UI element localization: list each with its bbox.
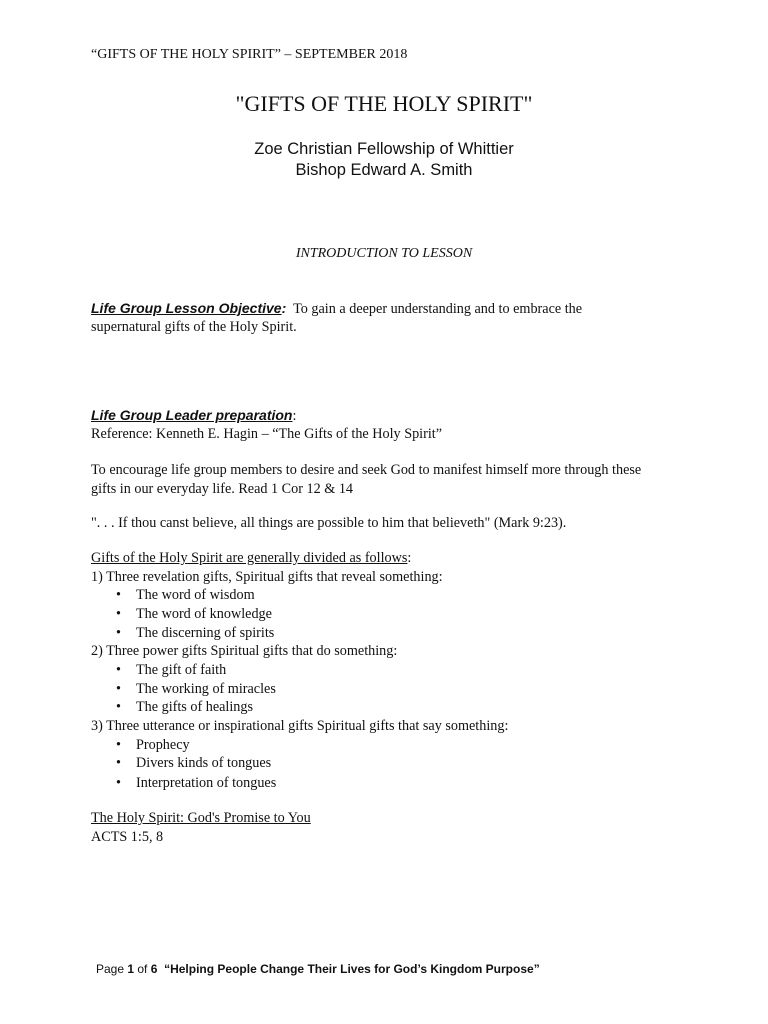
list-item	[116, 680, 276, 698]
list-item	[116, 774, 276, 792]
gifts-heading	[91, 549, 411, 567]
footer-page-total: 6	[150, 962, 158, 976]
list-item-text: The gift of faith	[136, 662, 227, 678]
preparation-colon: :	[292, 408, 297, 424]
gifts-heading-text: Gifts of the Holy Spirit are generally divided as follows	[91, 550, 408, 566]
list-item	[116, 754, 271, 772]
list-item	[116, 736, 190, 754]
list-item-text: Prophecy	[136, 737, 190, 753]
list-item-text: Divers kinds of tongues	[136, 755, 272, 771]
list-item-text: The word of knowledge	[136, 606, 272, 622]
author-name: Bishop Edward A. Smith	[295, 161, 473, 179]
list-item	[116, 698, 253, 716]
section-heading-introduction: INTRODUCTION TO LESSON	[295, 246, 473, 261]
list-item-text: The word of wisdom	[136, 587, 255, 603]
gift-group-title: 2) Three power gifts Spiritual gifts that do something:	[91, 643, 398, 659]
list-item-text: The gifts of healings	[136, 699, 254, 715]
organization-name: Zoe Christian Fellowship of Whittier	[254, 140, 514, 158]
gifts-heading-colon: :	[407, 550, 412, 566]
bullet-icon: •	[116, 775, 121, 791]
preparation-reference: Reference: Kenneth E. Hagin – “The Gifts of the Holy Spirit”	[91, 426, 443, 442]
bullet-icon: •	[116, 681, 121, 697]
promise-heading: The Holy Spirit: God's Promise to You	[91, 810, 311, 826]
bullet-icon: •	[116, 755, 121, 771]
footer-page-current: 1	[127, 962, 135, 976]
footer-page-word: Page	[96, 962, 128, 976]
objective-paragraph	[91, 299, 582, 318]
list-item-text: The discerning of spirits	[136, 625, 275, 641]
list-item	[116, 586, 255, 604]
bullet-icon: •	[116, 699, 121, 715]
scripture-quote: ". . . If thou canst believe, all things are possible to him that believeth" (Mark 9:23).	[91, 515, 567, 531]
gift-group-title: 1) Three revelation gifts, Spiritual gifts that reveal something:	[91, 569, 443, 585]
bullet-icon: •	[116, 606, 121, 622]
encourage-text-line1: To encourage life group members to desire and seek God to manifest himself more through these	[91, 462, 642, 478]
list-item	[116, 624, 274, 642]
page-footer	[96, 962, 540, 976]
bullet-icon: •	[116, 625, 121, 641]
list-item-text: Interpretation of tongues	[136, 775, 277, 791]
document-title: "GIFTS OF THE HOLY SPIRIT"	[235, 91, 533, 116]
footer-motto: “Helping People Change Their Lives for God’s Kingdom Purpose”	[157, 962, 540, 976]
objective-colon: :	[281, 300, 287, 316]
bullet-icon: •	[116, 587, 121, 603]
gift-group-title: 3) Three utterance or inspirational gifts Spiritual gifts that say something:	[91, 718, 509, 734]
objective-label: Life Group Lesson Objective	[91, 300, 282, 316]
encourage-text-line2: gifts in our everyday life. Read 1 Cor 12 & 14	[91, 481, 354, 497]
footer-page-of: of	[134, 962, 151, 976]
list-item-text: The working of miracles	[136, 681, 276, 697]
running-header: “GIFTS OF THE HOLY SPIRIT” – SEPTEMBER 2018	[91, 47, 408, 62]
list-item	[116, 661, 226, 679]
bullet-icon: •	[116, 662, 121, 678]
preparation-heading	[91, 406, 296, 425]
list-item	[116, 605, 272, 623]
bullet-icon: •	[116, 737, 121, 753]
scripture-reference: ACTS 1:5, 8	[91, 829, 164, 845]
objective-text-line2: supernatural gifts of the Holy Spirit.	[91, 319, 297, 335]
objective-text-line1: To gain a deeper understanding and to embrace the	[286, 301, 583, 317]
preparation-label: Life Group Leader preparation	[91, 407, 293, 423]
